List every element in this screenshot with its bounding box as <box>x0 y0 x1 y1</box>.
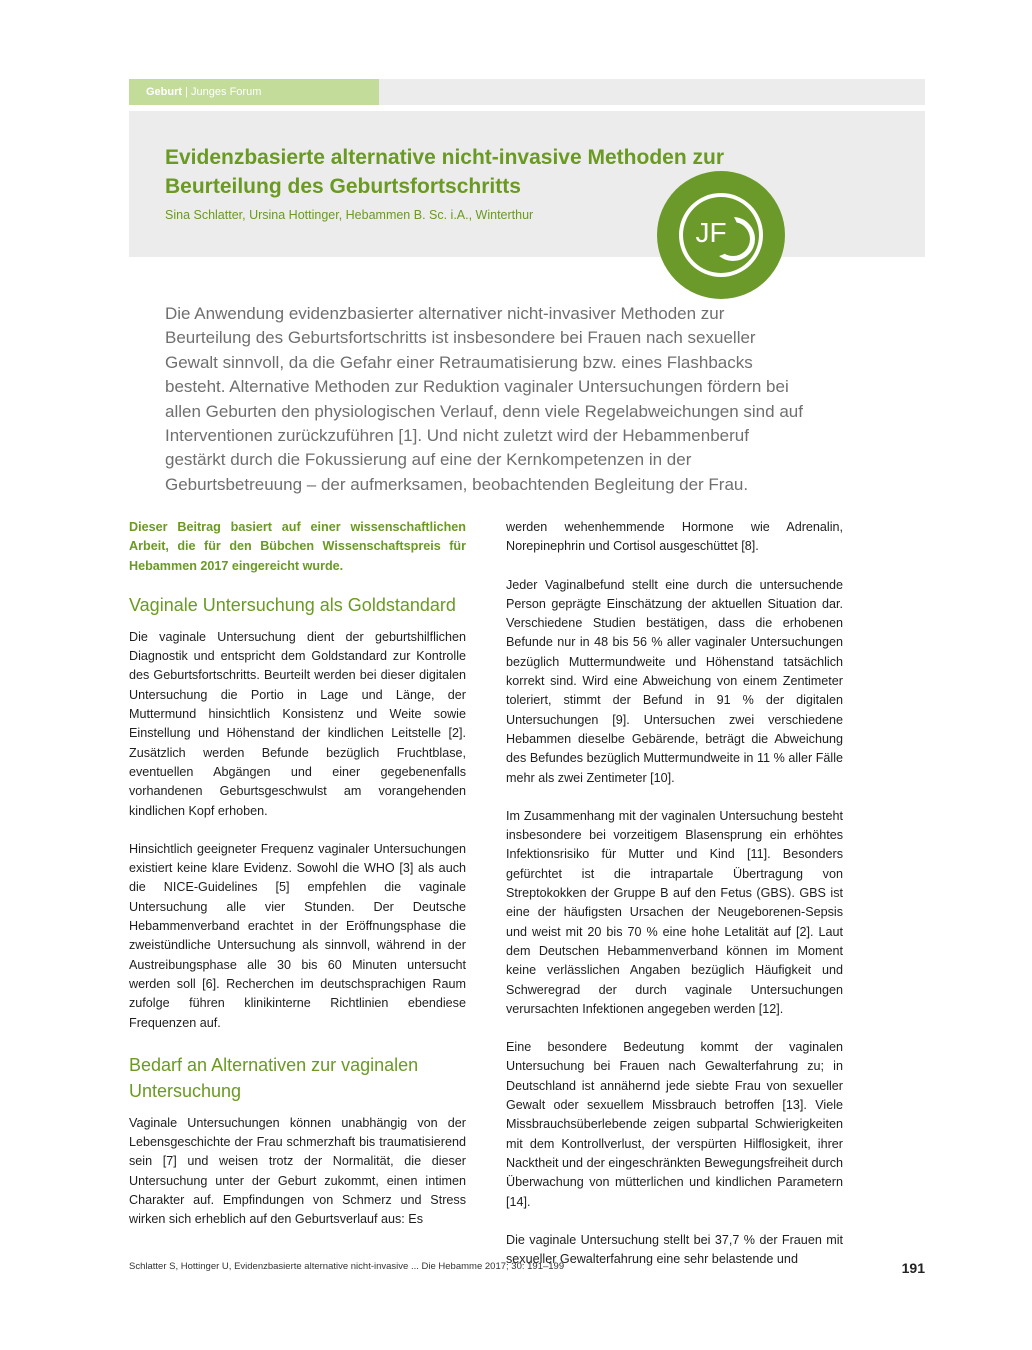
article-title: Evidenzbasierte alternative nicht-invasive Methoden zur Beurteilung des Geburtsfortschritts <box>165 146 724 198</box>
paragraph: werden wehenhemmende Hormone wie Adrenalin, Norepinephrin und Cortisol ausgeschüttet [8]. <box>506 520 843 554</box>
page-number: 191 <box>901 1260 925 1276</box>
section-heading: Bedarf an Alternativen zur vaginalen Untersuchung <box>129 1054 419 1101</box>
subsection-label: Junges Forum <box>191 86 262 98</box>
intro-note: Dieser Beitrag basiert auf einer wissenschaftlichen Arbeit, die für den Bübchen Wissenschaftspreis für Hebammen 2017 eingereicht wurde. <box>129 520 466 573</box>
paragraph: Im Zusammenhang mit der vaginalen Untersuchung besteht insbesondere bei vorzeitigem Blasensprung ein erhöhtes Infektionsrisiko für Mutter und Kind [11]. Besonders gefürchtet ist die intrapartale Übertragung von Streptokokken der Gruppe B auf den Fetus (GBS). GBS ist eine der häufigsten Ursachen der Neugeborenen-Sepsis und weist mit 20 bis 70 % eine hohe Letalität auf [2]. Laut dem Deutschen Hebammenverband können im Moment keine verlässlichen Angaben bezüglich Häufigkeit und Schweregrad der durch vaginale Untersuchungen verursachten Infektionen angegeben werden [12]. <box>506 808 843 1016</box>
section-heading: Vaginale Untersuchung als Goldstandard <box>129 594 456 615</box>
junges-forum-logo-icon <box>656 170 786 300</box>
footer-citation: Schlatter S, Hottinger U, Evidenzbasierte alternative nicht-invasive ... Die Hebamme 2017; 30: 191–199 <box>129 1261 565 1272</box>
paragraph: Die vaginale Untersuchung dient der geburtshilflichen Diagnostik und entspricht dem Goldstandard zur Kontrolle des Geburtsfortschritts. Beurteilt werden bei dieser digitalen Untersuchung die Portio in Lage und Länge, der Muttermund hinsichtlich Konsistenz und Weite sowie Einstellung und Höhenstand der kindlichen Leitstelle [2]. Zusätzlich werden Befunde bezüglich Fruchtblase, eventuellen Abgängen und einer gegebenenfalls vorhandenen Geburtsgeschwulst am vorangehenden kindlichen Kopf erhoben. <box>129 629 466 818</box>
abstract: Die Anwendung evidenzbasierter alternativer nicht-invasiver Methoden zur Beurteilung des Geburtsfortschritts ist insbesondere bei Frauen nach sexueller Gewalt sinnvoll, da die Gefahr einer Retraumatisierung bzw. eines Flashbacks besteht. Alternative Methoden zur Reduktion vaginaler Untersuchungen fördern bei allen Geburten den physiologischen Verlauf, denn viele Regelabweichungen sind auf Interventionen zurückzuführen [1]. Und nicht zuletzt wird der Hebammenberuf gestärkt durch die Fokussierung auf eine der Kernkompetenzen in der Geburtsbetreuung – der aufmerksamen, beobachtenden Begleitung der Frau. <box>165 304 803 494</box>
logo-text: JF <box>695 217 727 248</box>
section-separator: | <box>185 86 188 98</box>
paragraph: Hinsichtlich geeigneter Frequenz vaginaler Untersuchungen existiert keine klare Evidenz. Sowohl die WHO [3] als auch die NICE-Guidelines [5] empfehlen die vaginale Untersuchung alle vier Stunden. Der Deutsche Hebammenverband erachtet in der Eröffnungsphase die zweistündliche Untersuchung als sinnvoll, während in der Austreibungsphase alle 30 bis 60 Minuten untersucht werden soll [6]. Recherchen im deutschsprachigen Raum zufolge führen klinikinterne Richtlinien ebendiese Frequenzen auf. <box>129 841 466 1030</box>
section-label: Geburt <box>146 86 183 98</box>
section-header-bar <box>129 79 925 105</box>
paragraph: Vaginale Untersuchungen können unabhängig von der Lebensgeschichte der Frau schmerzhaft bis traumatisierend sein [7] und weisen trotz der Normalität, die dieser Untersuchung unter der Geburt zukommt, einen intimen Charakter auf. Empfindungen von Schmerz und Stress wirken sich erheblich auf den Geburtsverlauf aus: Es <box>129 1115 466 1227</box>
paragraph: Jeder Vaginalbefund stellt eine durch die untersuchende Person geprägte Einschätzung der aktuellen Situation dar. Verschiedene Studien bestätigen, dass die erhobenen Befunde nur in 48 bis 56 % aller vaginaler Untersuchungen bezüglich Muttermundweite und Höhenstand tatsächlich korrekt sind. Wird eine Abweichung von einem Zentimeter toleriert, stimmt der Befund in 91 % der digitalen Untersuchungen [9]. Untersuchen zwei verschiedene Hebammen dieselbe Gebärende, beträgt die Abweichung des Befundes bezüglich Muttermundweite in 11 % aller Fälle mehr als zwei Zentimeter [10]. <box>506 577 843 785</box>
right-column <box>506 518 843 1288</box>
paragraph: Die vaginale Untersuchung stellt bei 37,7 % der Frauen mit sexueller Gewalterfahrung eine sehr belastende und <box>506 1232 843 1267</box>
left-column <box>129 518 466 1249</box>
article-authors: Sina Schlatter, Ursina Hottinger, Hebammen B. Sc. i.A., Winterthur <box>165 208 534 222</box>
section-tag <box>129 79 379 105</box>
paragraph: Eine besondere Bedeutung kommt der vaginalen Untersuchung bei Frauen nach Gewalterfahrung zu; in Deutschland ist annähernd jede siebte Frau von sexueller Gewalt oder sexuellem Missbrauch betroffen [13]. Viele Missbrauchsüberlebende zeigen subpartal Schwierigkeiten mit dem Kontrollverlust, der verspürten Hilflosigkeit, ihrer Nacktheit und der eingeschränkten Bewegungsfreiheit durch Überwachung von mütterlichen und kindlichen Parametern [14]. <box>506 1040 843 1209</box>
